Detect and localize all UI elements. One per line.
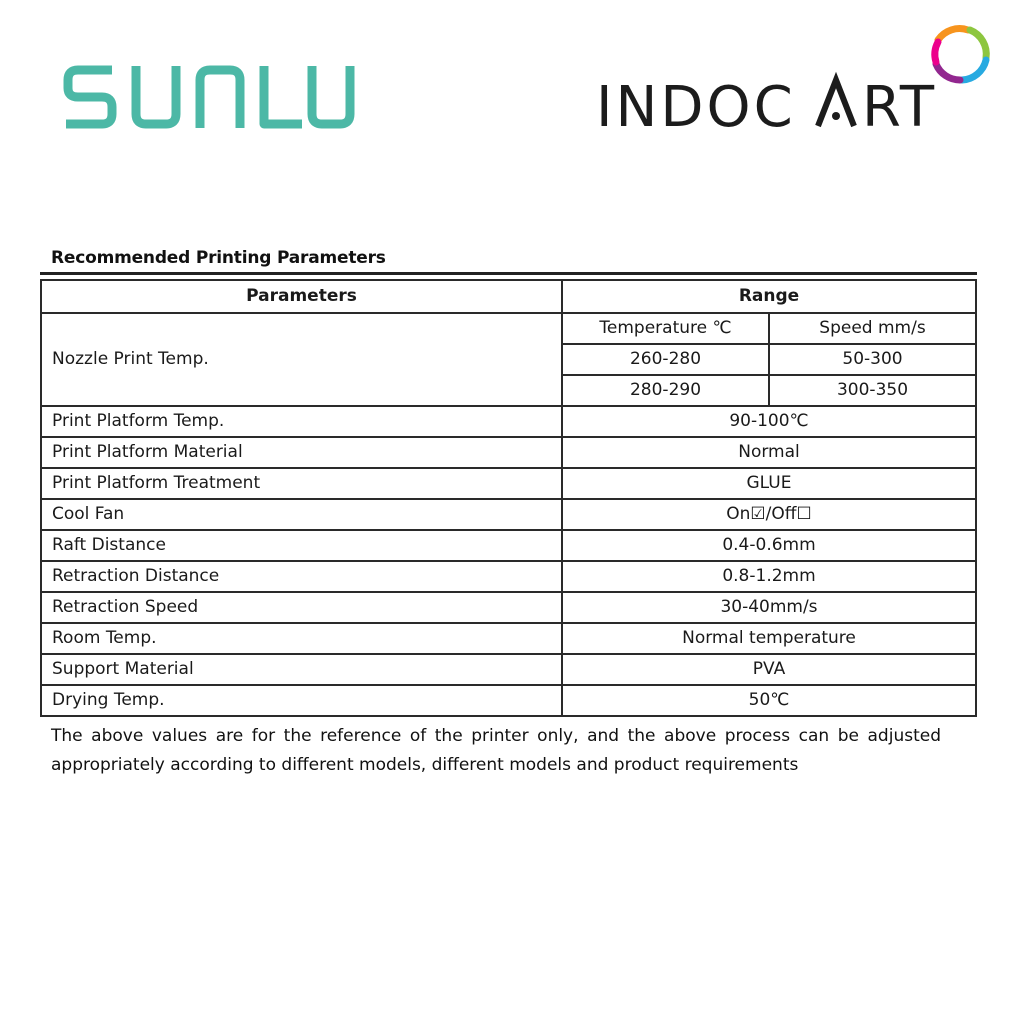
reference-note: The above values are for the reference of the printer only, and the above process can be adjusted appropriately according to different models, different models and product requirements xyxy=(51,726,941,775)
nozzle-temperature: 280-290 xyxy=(562,375,769,406)
row-value: 90-100℃ xyxy=(562,406,976,437)
row-label: Print Platform Material xyxy=(41,437,562,468)
row-value: Normal xyxy=(562,437,976,468)
nozzle-temperature: 260-280 xyxy=(562,344,769,375)
row-value: 0.4-0.6mm xyxy=(562,530,976,561)
table-row xyxy=(41,406,976,437)
row-label: Support Material xyxy=(41,654,562,685)
title-rule xyxy=(40,272,977,275)
table-row xyxy=(41,530,976,561)
row-label: Retraction Speed xyxy=(41,592,562,623)
row-label: Print Platform Treatment xyxy=(41,468,562,499)
row-value: Normal temperature xyxy=(562,623,976,654)
row-value: PVA xyxy=(562,654,976,685)
indocart-logo xyxy=(596,18,996,136)
range-header: Range xyxy=(562,280,976,313)
parameters-table xyxy=(40,279,977,717)
row-value: 50℃ xyxy=(562,685,976,716)
nozzle-label: Nozzle Print Temp. xyxy=(41,313,562,406)
row-label: Drying Temp. xyxy=(41,685,562,716)
swirl-mark xyxy=(935,29,986,80)
table-row xyxy=(41,437,976,468)
speed-subheader: Speed mm/s xyxy=(769,313,976,344)
row-label: Raft Distance xyxy=(41,530,562,561)
svg-text:INDOC: INDOC xyxy=(596,75,796,136)
table-row xyxy=(41,561,976,592)
table-row xyxy=(41,623,976,654)
row-value: On☑/Off☐ xyxy=(562,499,976,530)
nozzle-speed: 50-300 xyxy=(769,344,976,375)
nozzle-speed: 300-350 xyxy=(769,375,976,406)
table-row xyxy=(41,499,976,530)
sunlu-logo xyxy=(62,62,356,132)
table-row xyxy=(41,592,976,623)
row-label: Room Temp. xyxy=(41,623,562,654)
table-row xyxy=(41,685,976,716)
table-header-row xyxy=(41,280,976,313)
svg-text:RT: RT xyxy=(862,75,938,136)
row-value: GLUE xyxy=(562,468,976,499)
row-value: 0.8-1.2mm xyxy=(562,561,976,592)
table-row xyxy=(41,468,976,499)
parameters-header: Parameters xyxy=(41,280,562,313)
nozzle-subheader-row xyxy=(41,313,976,344)
row-value: 30-40mm/s xyxy=(562,592,976,623)
row-label: Print Platform Temp. xyxy=(41,406,562,437)
table-row xyxy=(41,654,976,685)
temperature-subheader: Temperature ℃ xyxy=(562,313,769,344)
row-label: Cool Fan xyxy=(41,499,562,530)
row-label: Retraction Distance xyxy=(41,561,562,592)
section-title: Recommended Printing Parameters xyxy=(51,248,386,268)
